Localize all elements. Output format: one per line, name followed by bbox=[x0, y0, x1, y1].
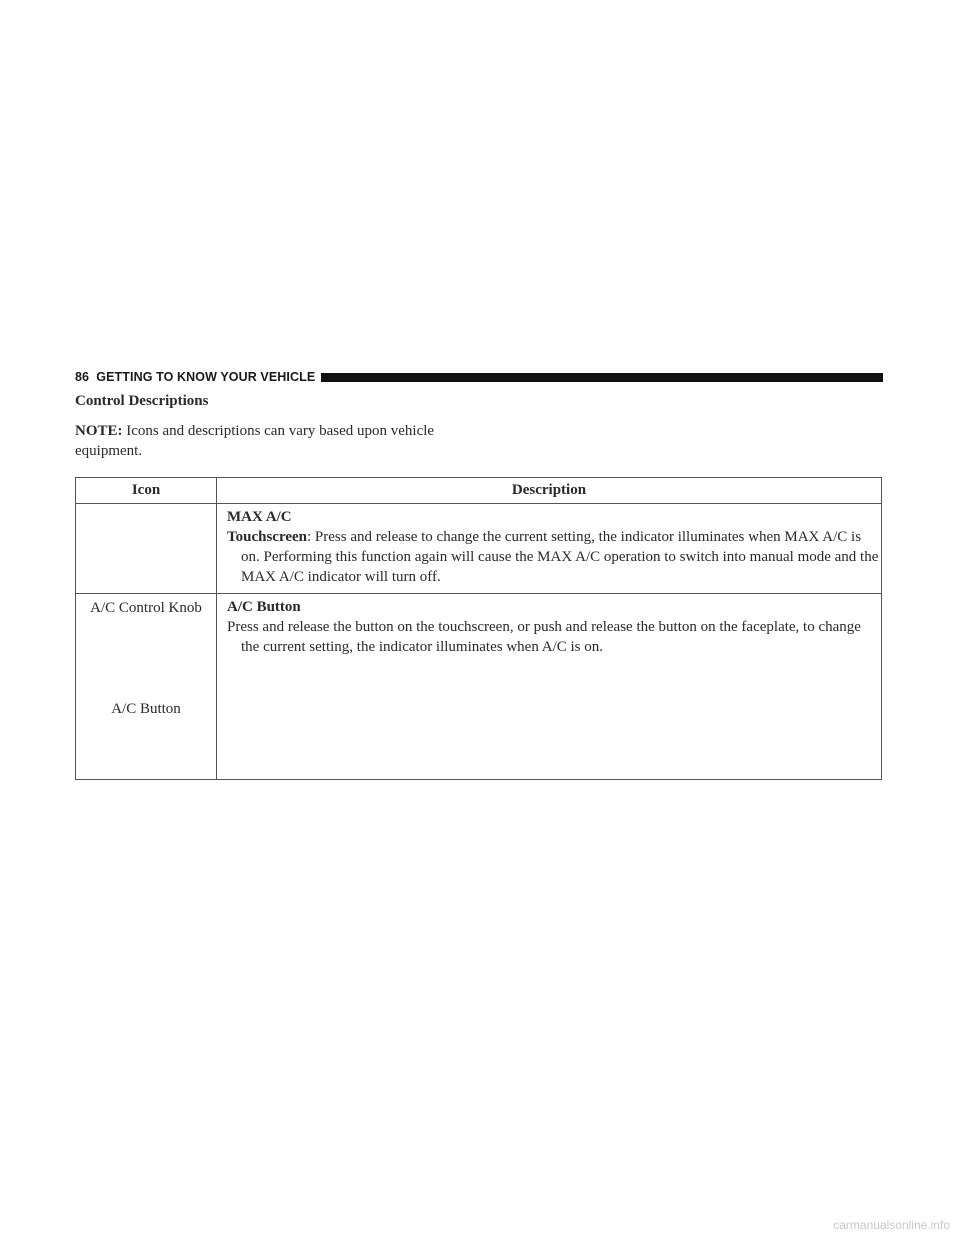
table-row bbox=[76, 594, 882, 780]
note-label: NOTE: bbox=[75, 423, 123, 439]
note-text: Icons and descriptions can vary based upon vehicle equipment. bbox=[75, 423, 435, 459]
page-header bbox=[75, 370, 883, 384]
row-description: Press and release the button on the touchscreen, or push and release the button on the faceplate, to change the current setting, the indicator illuminates when A/C is on. bbox=[227, 619, 861, 655]
row-description bbox=[227, 527, 881, 587]
control-descriptions-table bbox=[75, 477, 882, 780]
section-title: Control Descriptions bbox=[75, 393, 209, 409]
icon-cell bbox=[76, 594, 217, 780]
table-row bbox=[76, 504, 882, 594]
chapter-title: GETTING TO KNOW YOUR VEHICLE bbox=[96, 370, 316, 384]
note-paragraph bbox=[75, 421, 495, 461]
icon-label-button: A/C Button bbox=[111, 701, 181, 717]
page-number: 86 bbox=[75, 370, 90, 384]
description-cell bbox=[217, 594, 882, 780]
row-title: A/C Button bbox=[227, 599, 301, 615]
row-title: MAX A/C bbox=[227, 509, 292, 525]
row-body: : Press and release to change the current setting, the indicator illuminates when MAX A/C is on. Performing this function again will cause the MAX A/C operation to switch into manual mode and the MAX A/C indicator will turn off. bbox=[241, 529, 879, 585]
icon-cell bbox=[76, 504, 217, 594]
header-rule bbox=[321, 373, 883, 382]
icon-label-knob: A/C Control Knob bbox=[90, 600, 202, 616]
table-header-row bbox=[76, 478, 882, 504]
page-header-text bbox=[75, 370, 321, 384]
header-icon: Icon bbox=[76, 478, 217, 504]
description-cell bbox=[217, 504, 882, 594]
watermark: carmanualsonline.info bbox=[833, 1218, 950, 1232]
row-lead: Touchscreen bbox=[227, 529, 308, 545]
header-description: Description bbox=[217, 478, 882, 504]
